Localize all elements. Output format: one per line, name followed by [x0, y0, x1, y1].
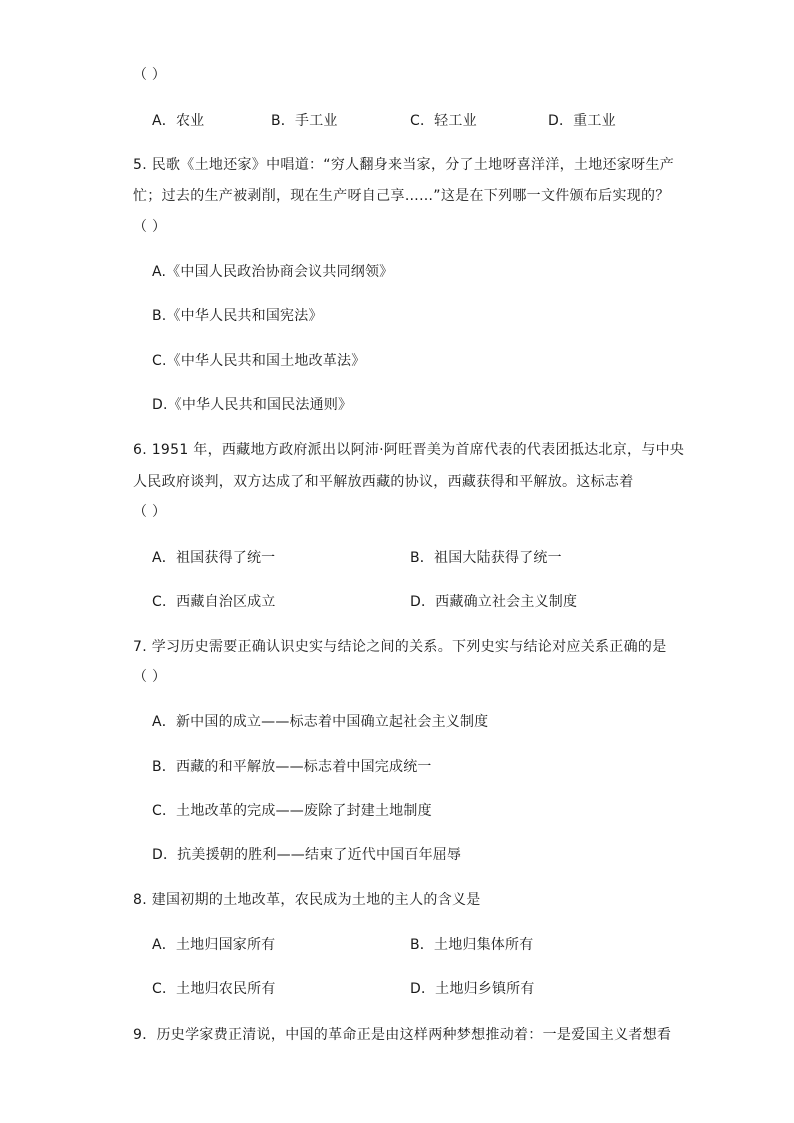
q7-option-d: D．抗美援朝的胜利——结束了近代中国百年屈辱: [152, 847, 462, 863]
q8-option-a: A．土地归国家所有: [152, 937, 276, 953]
q7-stem-line-1: 7. 学习历史需要正确认识史实与结论之间的关系。下列史实与结论对应关系正确的是: [133, 639, 667, 655]
q5-option-c: C.《中华人民共和国土地改革法》: [152, 353, 366, 369]
q6-option-c: C．西藏自治区成立: [152, 594, 276, 610]
q6-option-b: B．祖国大陆获得了统一: [410, 550, 562, 566]
q6-stem-line-2: 人民政府谈判，双方达成了和平解放西藏的协议，西藏获得和平解放。这标志着: [133, 474, 634, 490]
q5-stem-line-3: （ ）: [133, 219, 167, 235]
prev-option-b: B．手工业: [271, 113, 338, 129]
q7-option-b: B．西藏的和平解放——标志着中国完成统一: [152, 759, 432, 775]
q6-stem-line-3: （ ）: [133, 504, 167, 520]
q6-stem-line-1: 6. 1951 年，西藏地方政府派出以阿沛·阿旺晋美为首席代表的代表团抵达北京，与中央: [133, 442, 685, 458]
q7-option-a: A．新中国的成立——标志着中国确立起社会主义制度: [152, 714, 489, 730]
q5-option-d: D.《中华人民共和国民法通则》: [152, 397, 353, 413]
prev-question-bracket: （ ）: [133, 67, 167, 83]
q5-stem-line-2: 忙；过去的生产被剥削，现在生产呀自己享……”这是在下列哪一文件颁布后实现的？: [133, 188, 670, 204]
q7-stem-line-2: （ ）: [133, 669, 167, 685]
prev-option-d: D．重工业: [548, 113, 616, 129]
prev-option-c: C．轻工业: [410, 113, 477, 129]
q6-option-a: A．祖国获得了统一: [152, 550, 276, 566]
q5-option-a: A.《中国人民政治协商会议共同纲领》: [152, 264, 394, 280]
q5-option-b: B.《中华人民共和国宪法》: [152, 308, 323, 324]
q5-stem-line-1: 5. 民歌《土地还家》中唱道：“穷人翻身来当家，分了土地呀喜洋洋，土地还家呀生产: [133, 157, 675, 173]
q8-option-c: C．土地归农民所有: [152, 981, 276, 997]
q9-stem-line-1: 9．历史学家费正清说，中国的革命正是由这样两种梦想推动着：一是爱国主义者想看: [133, 1027, 672, 1043]
q8-stem-line-1: 8. 建国初期的土地改革，农民成为土地的主人的含义是: [133, 892, 481, 908]
q6-option-d: D．西藏确立社会主义制度: [410, 594, 578, 610]
q8-option-b: B．土地归集体所有: [410, 937, 534, 953]
q7-option-c: C．土地改革的完成——废除了封建土地制度: [152, 803, 432, 819]
q8-option-d: D．土地归乡镇所有: [410, 981, 535, 997]
prev-option-a: A．农业: [152, 113, 205, 129]
